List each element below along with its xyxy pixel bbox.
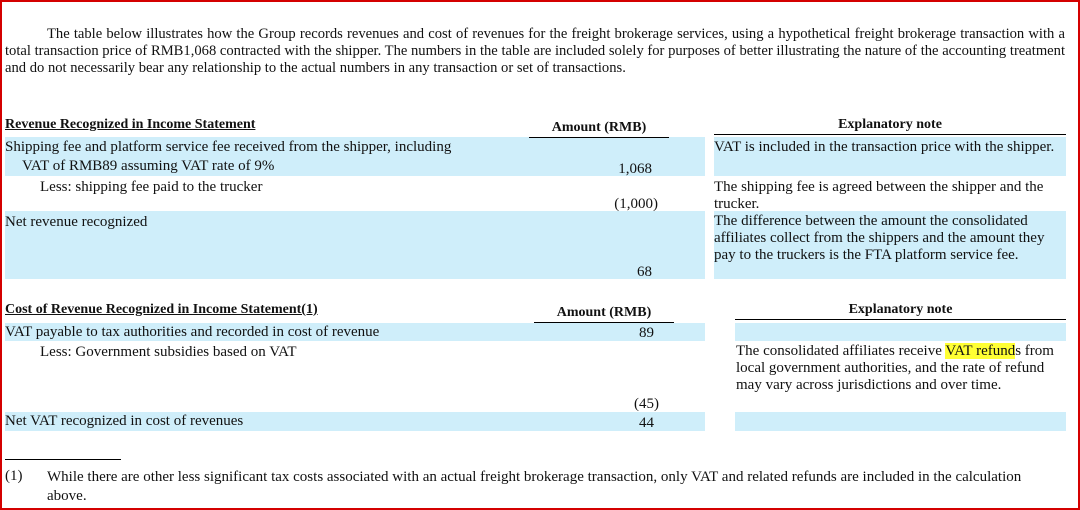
table2-row-amount: 89 — [639, 325, 654, 341]
table1-row-label: Shipping fee and platform service fee received from the shipper, including — [5, 139, 452, 155]
table2-row-label: VAT payable to tax authorities and recorded in cost of revenue — [5, 324, 380, 340]
footnote-marker: (1) — [5, 468, 23, 484]
row-band — [735, 412, 1066, 431]
table2-header-note: Explanatory note — [735, 302, 1066, 320]
table1-header-amount: Amount (RMB) — [529, 120, 669, 138]
table2-row-note: The consolidated affiliates receive VAT refunds from local government authorities, and the rate of refund may vary across jurisdictions and over time. — [736, 343, 1054, 393]
table1-row-note: The difference between the amount the consolidated affiliates collect from the shippers and the amount they pay to the truckers is the FTA platform service fee. — [714, 213, 1045, 263]
intro-paragraph: The table below illustrates how the Group records revenues and cost of revenues for the freight brokerage services, using a hypothetical freight brokerage transaction with a total transaction price of RMB1,068 contracted with the shipper. The numbers in the table are included solely for purposes of better illustrating the nature of the accounting treatment and do not necessarily bear any relationship to the actual numbers in any transaction or set of transactions. — [5, 26, 1065, 76]
table2-header-label: Cost of Revenue Recognized in Income Statement(1) — [5, 302, 318, 317]
row-band — [735, 323, 1066, 341]
table2-header-amount: Amount (RMB) — [534, 305, 674, 323]
table2-row-label: Net VAT recognized in cost of revenues — [5, 413, 244, 429]
table1-row-note: VAT is included in the transaction price with the shipper. — [714, 139, 1055, 155]
footnote-divider — [5, 459, 121, 460]
table2-row-amount: (45) — [634, 396, 659, 412]
table1-row-amount: (1,000) — [614, 196, 658, 212]
table2-row-amount: 44 — [639, 415, 654, 431]
table1-row-label: Net revenue recognized — [5, 214, 148, 230]
table1-row-amount: 68 — [637, 264, 652, 280]
footnote-text: While there are other less significant tax costs associated with an actual freight brokerage transaction, only VAT and related refunds are included in the calculation above. — [47, 469, 1022, 504]
table1-header-note: Explanatory note — [714, 117, 1066, 135]
table1-header-label: Revenue Recognized in Income Statement — [5, 117, 256, 132]
highlight-vat-refunds: VAT refund — [945, 343, 1016, 359]
table1-row-note: The shipping fee is agreed between the shipper and the trucker. — [714, 179, 1044, 212]
table2-row-label: Less: Government subsidies based on VAT — [40, 344, 297, 360]
table1-row-label-cont: VAT of RMB89 assuming VAT rate of 9% — [22, 158, 275, 174]
table1-row-label: Less: shipping fee paid to the trucker — [40, 179, 263, 195]
table1-row-amount: 1,068 — [618, 161, 652, 177]
